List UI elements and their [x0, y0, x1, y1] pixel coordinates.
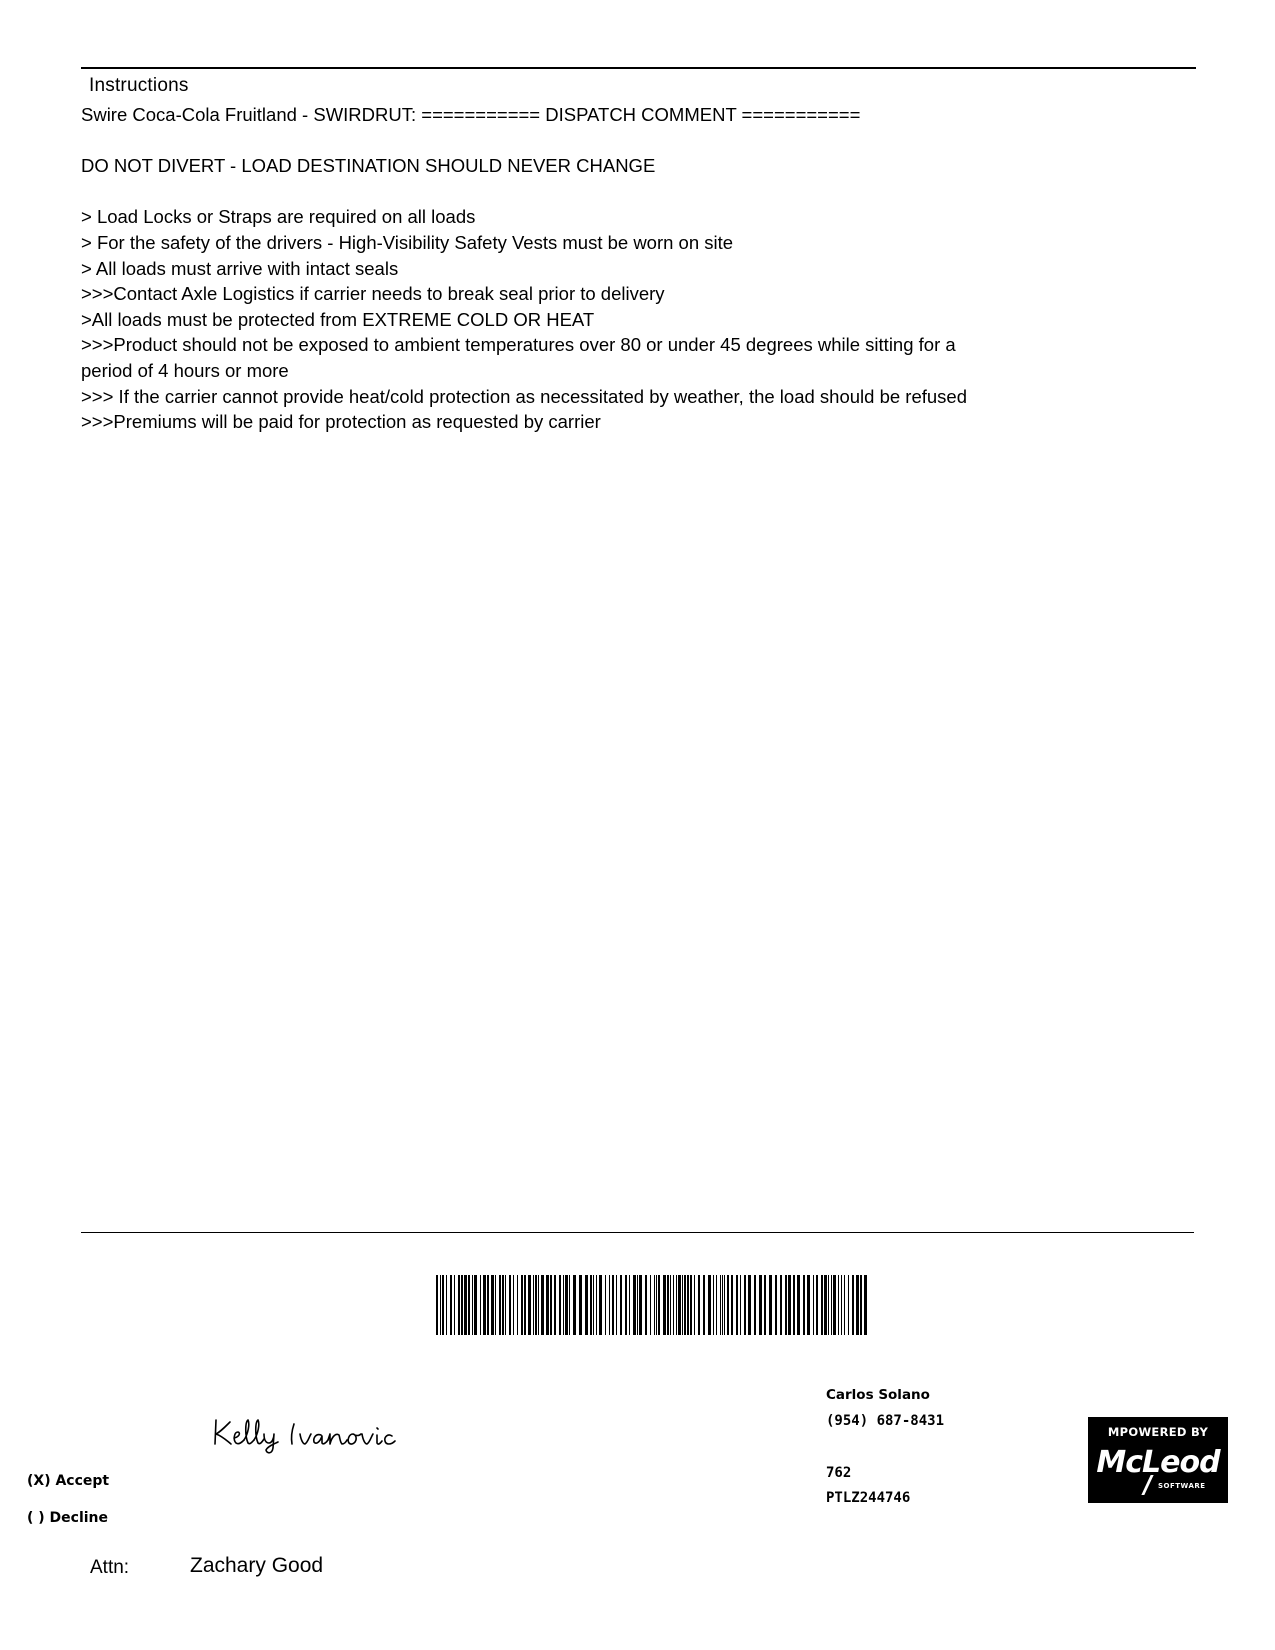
barcode-bar	[667, 1275, 669, 1335]
barcode-bar	[491, 1275, 494, 1335]
barcode-bar	[864, 1275, 867, 1335]
barcode-bar	[596, 1275, 597, 1335]
barcode-bar	[509, 1275, 511, 1335]
barcode-bar	[831, 1275, 832, 1335]
barcode-bar	[559, 1275, 561, 1335]
barcode-bar	[775, 1275, 777, 1335]
barcode-bar	[684, 1275, 686, 1335]
barcode-bar	[656, 1275, 657, 1335]
barcode-bar	[740, 1275, 741, 1335]
barcode-bar	[554, 1275, 556, 1335]
instruction-line: Swire Coca-Cola Fruitland - SWIRDRUT: =========== DISPATCH COMMENT ===========	[81, 104, 861, 125]
instruction-line	[81, 128, 1191, 154]
barcode-bar	[524, 1275, 526, 1335]
bottom-divider	[81, 1232, 1194, 1233]
barcode-bar	[722, 1275, 723, 1335]
barcode-bar	[436, 1275, 438, 1335]
barcode-bar	[468, 1275, 470, 1335]
barcode-bar	[502, 1275, 504, 1335]
instructions-heading: Instructions	[89, 75, 189, 96]
barcode-bar	[803, 1275, 805, 1335]
instruction-line: >All loads must be protected from EXTREME COLD OR HEAT	[81, 308, 595, 330]
barcode-bar	[813, 1275, 814, 1335]
barcode-bar	[546, 1275, 549, 1335]
barcode-bar	[480, 1275, 481, 1335]
barcode-bar	[585, 1275, 588, 1335]
barcode-bar	[785, 1275, 787, 1335]
barcode-bar	[487, 1275, 489, 1335]
barcode-bar	[816, 1275, 818, 1335]
barcode-bar	[670, 1275, 671, 1335]
barcode-bar	[748, 1275, 751, 1335]
barcode-bar	[579, 1275, 582, 1335]
barcode-graphic	[436, 1275, 871, 1335]
instruction-line: > All loads must arrive with intact seals	[81, 257, 399, 279]
barcode-bar	[454, 1275, 455, 1335]
barcode-bar	[736, 1275, 738, 1335]
barcode-bar	[450, 1275, 452, 1335]
instruction-line: > For the safety of the drivers - High-Visibility Safety Vests must be worn on site	[81, 231, 734, 253]
barcode-bar	[464, 1275, 467, 1335]
barcode-bar	[472, 1275, 473, 1335]
barcode-bar	[535, 1275, 537, 1335]
barcode-bar	[860, 1275, 862, 1335]
barcode-bar	[620, 1275, 622, 1335]
barcode-bar	[673, 1275, 674, 1335]
barcode-bar	[797, 1275, 800, 1335]
barcode-bar	[483, 1275, 486, 1335]
barcode-bar	[440, 1275, 441, 1335]
accept-option[interactable]: (X) Accept	[27, 1473, 110, 1489]
barcode-bar	[754, 1275, 756, 1335]
instruction-line: >>>Contact Axle Logistics if carrier needs to break seal prior to delivery	[81, 283, 665, 305]
barcode-bar	[474, 1275, 477, 1335]
contact-phone: (954) 687-8431	[826, 1413, 945, 1429]
barcode-bar	[703, 1275, 705, 1335]
barcode-bar	[590, 1275, 592, 1335]
instruction-line: > Load Locks or Straps are required on all loads	[81, 206, 476, 228]
barcode-bar	[538, 1275, 539, 1335]
barcode-bar	[593, 1275, 594, 1335]
barcode-bar	[650, 1275, 651, 1335]
barcode-bar	[793, 1275, 795, 1335]
barcode-bar	[713, 1275, 714, 1335]
barcode-bar	[676, 1275, 677, 1335]
barcode-bar	[616, 1275, 617, 1335]
instruction-line: >>>Product should not be exposed to ambient temperatures over 80 or under 45 degrees while sitting for a	[81, 334, 956, 356]
instruction-line: >>>Premiums will be paid for protection as requested by carrier	[81, 411, 601, 433]
handwritten-signature-image	[212, 1410, 412, 1454]
barcode-bar	[495, 1275, 496, 1335]
barcode-bar	[807, 1275, 810, 1335]
barcode-bar	[788, 1275, 791, 1335]
signature	[212, 1410, 412, 1454]
barcode-bar	[724, 1275, 725, 1335]
barcode-bar	[716, 1275, 717, 1335]
attn-label: Attn:	[90, 1557, 130, 1578]
logo-tagline: MPOWERED BY	[1107, 1425, 1209, 1439]
instruction-line: >>> If the carrier cannot provide heat/cold protection as necessitated by weather, the load should be refused	[81, 385, 967, 407]
barcode-bar	[833, 1275, 836, 1335]
barcode-bar	[637, 1275, 638, 1335]
instructions-body	[81, 102, 1191, 435]
barcode-bar	[727, 1275, 729, 1335]
barcode-bar	[609, 1275, 610, 1335]
barcode-bar	[841, 1275, 842, 1335]
barcode-bar	[769, 1275, 772, 1335]
mcleod-logo	[1088, 1417, 1228, 1503]
top-divider	[81, 67, 1196, 69]
barcode-bar	[573, 1275, 576, 1335]
barcode-bar	[505, 1275, 506, 1335]
contact-number: 762	[826, 1465, 852, 1481]
barcode-bar	[563, 1275, 564, 1335]
barcode-bar	[565, 1275, 568, 1335]
barcode-bar	[682, 1275, 683, 1335]
barcode-bar	[599, 1275, 602, 1335]
barcode-bar	[848, 1275, 849, 1335]
barcode-bar	[678, 1275, 681, 1335]
barcode-bar	[828, 1275, 829, 1335]
barcode-bar	[824, 1275, 827, 1335]
instruction-line: DO NOT DIVERT - LOAD DESTINATION SHOULD NEVER CHANGE	[81, 155, 656, 177]
barcode-bar	[821, 1275, 823, 1335]
barcode-bar	[731, 1275, 733, 1335]
barcode-bar	[708, 1275, 711, 1335]
barcode-bar	[744, 1275, 746, 1335]
decline-option[interactable]: ( ) Decline	[27, 1510, 109, 1526]
barcode-bar	[852, 1275, 854, 1335]
barcode-bar	[569, 1275, 570, 1335]
instruction-line: period of 4 hours or more	[81, 359, 289, 381]
barcode-bar	[458, 1275, 460, 1335]
barcode-bar	[528, 1275, 531, 1335]
barcode-bar	[499, 1275, 501, 1335]
barcode-bar	[513, 1275, 514, 1335]
barcode-bar	[838, 1275, 839, 1335]
contact-reference: PTLZ244746	[826, 1490, 911, 1506]
barcode-bar	[550, 1275, 552, 1335]
barcode-bar	[780, 1275, 782, 1335]
barcode-bar	[698, 1275, 700, 1335]
barcode-bar	[533, 1275, 534, 1335]
barcode-bar	[446, 1275, 447, 1335]
barcode-bar	[844, 1275, 845, 1335]
barcode-bar	[654, 1275, 655, 1335]
barcode-bar	[690, 1275, 692, 1335]
barcode-bar	[759, 1275, 762, 1335]
barcode-bar	[605, 1275, 606, 1335]
barcode-bar	[442, 1275, 444, 1335]
instruction-line	[81, 179, 1191, 205]
barcode-bar	[639, 1275, 642, 1335]
barcode-bar	[633, 1275, 636, 1335]
barcode-bar	[658, 1275, 660, 1335]
barcode-bar	[521, 1275, 523, 1335]
barcode-bar	[764, 1275, 766, 1335]
barcode-bar	[694, 1275, 695, 1335]
barcode-bar	[856, 1275, 859, 1335]
barcode-bar	[687, 1275, 689, 1335]
barcode-bar	[720, 1275, 721, 1335]
barcode-bar	[625, 1275, 627, 1335]
attn-name: Zachary Good	[190, 1554, 324, 1577]
barcode-icon	[436, 1275, 871, 1335]
barcode-bar	[612, 1275, 614, 1335]
barcode-bar	[541, 1275, 544, 1335]
barcode-bar	[461, 1275, 463, 1335]
barcode-bar	[629, 1275, 630, 1335]
barcode-bar	[645, 1275, 647, 1335]
logo-brand: McLeod	[1096, 1445, 1220, 1480]
contact-name: Carlos Solano	[826, 1387, 930, 1403]
logo-sub: SOFTWARE	[1158, 1482, 1206, 1490]
barcode-bar	[663, 1275, 666, 1335]
barcode-bar	[517, 1275, 518, 1335]
